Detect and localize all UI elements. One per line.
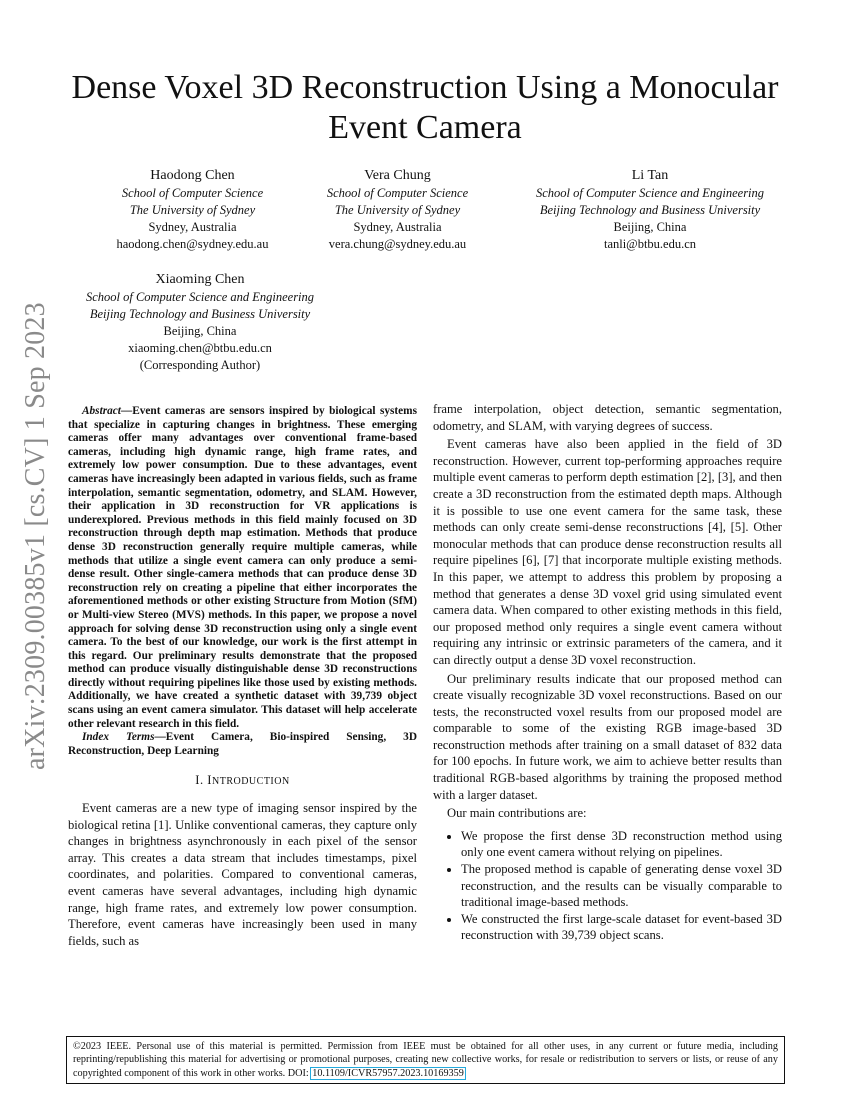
section-title-initial: I — [207, 773, 212, 788]
paper-title: Dense Voxel 3D Reconstruction Using a Monocular Event Camera — [71, 69, 779, 146]
section-heading-introduction — [68, 772, 417, 791]
author-block-1 — [100, 166, 285, 253]
author-location: Beijing, China — [163, 324, 237, 338]
author-location: Sydney, Australia — [353, 220, 442, 234]
author-location: Sydney, Australia — [148, 220, 237, 234]
list-item: • We propose the first dense 3D reconstruction method using only one event camera without relying on pipelines. — [461, 828, 782, 861]
author-name: Haodong Chen — [150, 168, 235, 183]
right-column — [433, 401, 782, 944]
author-institution: The University of Sydney — [334, 203, 461, 217]
copyright-text: ©2023 IEEE. Personal use of this material is permitted. Permission from IEEE must be obtained for all other uses, in any current or future media, including reprinting/republishing this material for advertising or promotional purposes, creating new collective works, for resale or redistribution to servers or lists, or reuse of any copyrighted component of this work in other works. DOI: — [73, 1041, 778, 1079]
author-affiliation: School of Computer Science — [121, 186, 264, 200]
left-column — [68, 405, 417, 949]
author-institution: The University of Sydney — [129, 203, 256, 217]
section-title-rest: NTRODUCTION — [211, 776, 290, 788]
copyright-notice — [66, 1036, 785, 1084]
doi-link[interactable]: 10.1109/ICVR57957.2023.10169359 — [312, 1067, 464, 1079]
author-block-3 — [510, 166, 790, 253]
author-name: Vera Chung — [364, 168, 431, 183]
contributions-list — [433, 828, 782, 944]
list-item: • We constructed the first large-scale dataset for event-based 3D reconstruction with 39,739 object scans. — [461, 911, 782, 944]
author-institution: Beijing Technology and Business University — [89, 307, 311, 321]
intro-paragraph-1: Event cameras are a new type of imaging sensor inspired by the biological retina [1]. Unlike conventional cameras, they capture only changes in brightness asynchronously in each pixel of the sensor array. This creates a data stream that includes timestamps, pixel coordinates, and polarities. Compared to conventional cameras, event cameras have several advantages, including high dynamic range, high frame rates, and extremely low power consumption. Therefore, event cameras have increasingly been used in many fields, such as — [68, 801, 417, 948]
abstract-text: —Event cameras are sensors inspired by biological systems that specialize in capturing changes in brightness. These emerging cameras offer many advantages over conventional frame-based cameras, including high dynamic range, high frame rates, and extremely low power consumption. Due to these advantages, event cameras have increasingly been adapted in various fields, such as frame interpolation, semantic segmentation, odometry, and SLAM. However, their application in 3D reconstruction for VR applications is underexplored. Previous methods in this field mainly focused on 3D reconstruction through depth map estimation. Methods that produce dense 3D reconstruction generally require multiple cameras, while methods that utilize a single event camera can only produce a semi-dense result. Other single-camera methods that can produce dense 3D reconstruction rely on creating a pipeline that either incorporates the aforementioned methods or other existing Structure from Motion (SfM) or Multi-view Stereo (MVS) methods. In this paper, we propose a novel approach for solving dense 3D reconstruction using only a single event camera. To the best of our knowledge, our work is the first attempt in this regard. Our preliminary results demonstrate that the proposed method can produce visually distinguishable dense 3D reconstructions directly without requiring pipelines like those used by existing methods. Additionally, we have created a synthetic dataset with 39,739 object scans using an event camera simulator. This dataset will help accelerate other relevant research in this field. — [68, 405, 417, 730]
author-block-4 — [60, 270, 340, 374]
author-affiliation: School of Computer Science and Engineering — [535, 186, 765, 200]
author-location: Beijing, China — [613, 220, 687, 234]
author-block-2 — [305, 166, 490, 253]
index-terms-text: —Event Camera, Bio-inspired Sensing, 3D Reconstruction, Deep Learning — [68, 731, 417, 757]
author-note: (Corresponding Author) — [139, 358, 261, 372]
abstract-label: Abstract — [82, 405, 121, 417]
index-terms-label: Index Terms — [82, 731, 155, 744]
list-item: • The proposed method is capable of generating dense voxel 3D reconstruction, and the results can be visually comparable to traditional image-based methods. — [461, 861, 782, 911]
author-email: vera.chung@sydney.edu.au — [328, 237, 467, 251]
author-email: tanli@btbu.edu.cn — [603, 237, 697, 251]
author-institution: Beijing Technology and Business University — [539, 203, 761, 217]
section-number: I. — [195, 773, 208, 788]
intro-paragraph-continued: frame interpolation, object detection, semantic segmentation, odometry, and SLAM, with varying degrees of success. — [433, 402, 782, 433]
author-email: xiaoming.chen@btbu.edu.cn — [128, 341, 272, 355]
author-name: Li Tan — [631, 168, 669, 183]
abstract — [68, 405, 417, 731]
index-terms — [68, 731, 417, 758]
author-email: haodong.chen@sydney.edu.au — [116, 237, 269, 251]
author-name: Xiaoming Chen — [155, 272, 245, 287]
contributions-intro: Our main contributions are: — [447, 806, 587, 821]
intro-paragraph-3: Our preliminary results indicate that our proposed method can create visually recognizable 3D voxel reconstructions. Based on our tests, the reconstructed voxel results from our proposed model are comparable to some of the existing RGB image-based 3D reconstruction methods after training on a small dataset of 832 data for 100 epochs. In future work, we aim to achieve better results than traditional RGB-based algorithms by training the proposed method with a larger dataset. — [433, 671, 782, 802]
author-affiliation: School of Computer Science — [326, 186, 469, 200]
intro-paragraph-2: Event cameras have also been applied in the field of 3D reconstruction. However, current top-performing approaches require multiple event cameras to perform depth estimation [2], [3], and then create a 3D reconstruction from the estimated depth maps. Although it is possible to use one event camera for the same task, these methods can only create semi-dense reconstructions [4], [5]. Other monocular methods that can produce dense reconstruction results all require pipelines [6], [7] that incorporate multiple existing methods. In this paper, we attempt to address this problem by proposing a method that generates a dense 3D voxel grid using simulated event camera data. When compared to other existing methods in this field, our proposed method only requires a single event camera without requiring any intrinsic or extrinsic parameters of the camera, and it can directly output a dense 3D voxel reconstruction. — [433, 437, 782, 667]
arxiv-identifier: arXiv:2309.00385v1 [cs.CV] 1 Sep 2023 — [20, 302, 51, 770]
author-affiliation: School of Computer Science and Engineering — [85, 290, 315, 304]
